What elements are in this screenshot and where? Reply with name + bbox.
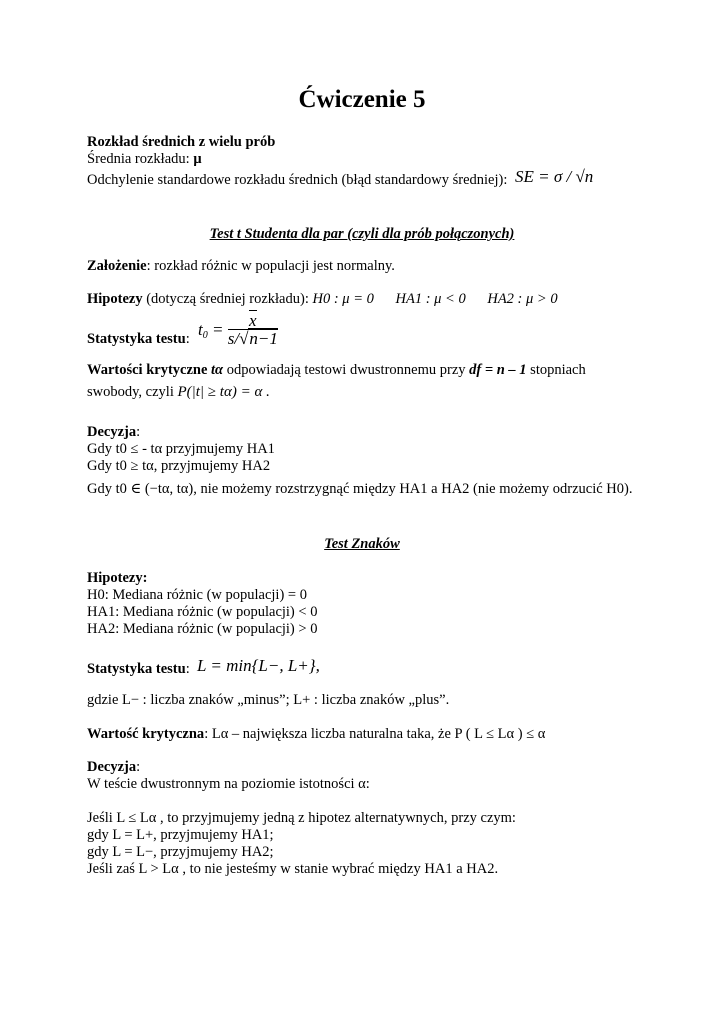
sign-decision-intro: W teście dwustronnym na poziomie istotności α: — [87, 776, 370, 792]
section2-heading: Test t Studenta dla par (czyli dla prób połączonych) — [209, 226, 515, 242]
decision-line-1: Gdy t0 ≤ - tα przyjmujemy HA1 — [87, 441, 275, 457]
critical-values-line-2: swobody, czyli P(|t| ≥ tα) = α . — [87, 384, 270, 400]
sign-ha1: HA1: Mediana różnic (w populacji) < 0 — [87, 604, 318, 620]
sign-decision-label: Decyzja: — [87, 759, 141, 775]
section3-heading: Test Znaków — [324, 536, 400, 552]
sign-hypotheses-label: Hipotezy: — [87, 570, 148, 586]
t-statistic-line: Statystyka testu: — [87, 331, 190, 347]
critical-values-line: Wartości krytyczne tα odpowiadają testowi dwustronnemu przy df = n – 1 stopniach — [87, 362, 586, 378]
sign-decision-4: Jeśli zaś L > Lα , to nie jesteśmy w stanie wybrać między HA1 a HA2. — [87, 861, 499, 877]
sign-statistic-line: Statystyka testu: — [87, 661, 190, 677]
sign-critical-line: Wartość krytyczna: Lα – największa liczba naturalna taka, że P ( L ≤ Lα ) ≤ α — [87, 726, 546, 742]
page-title: Ćwiczenie 5 — [298, 86, 426, 113]
t-statistic-formula: $t_0$ = $\frac{x}{s/√n-1}$ — [198, 311, 278, 348]
decision-line-3: Gdy t0 ∈ (−tα, tα), nie możemy rozstrzygnąć między HA1 a HA2 (nie możemy odrzucić H0). — [87, 481, 633, 497]
decision-line-2: Gdy t0 ≥ tα, przyjmujemy HA2 — [87, 458, 271, 474]
sign-ha2: HA2: Mediana różnic (w populacji) > 0 — [87, 621, 318, 637]
se-formula: SE = σ / √n — [515, 167, 594, 186]
assumption-line: Założenie: rozkład różnic w populacji jest normalny. — [87, 258, 395, 274]
hypotheses-line: Hipotezy (dotyczą średniej rozkładu): H0 : μ = 0 HA1 : μ < 0 HA2 : μ > 0 — [87, 291, 558, 307]
decision-label: Decyzja: — [87, 424, 141, 440]
sign-decision-1: Jeśli L ≤ Lα , to przyjmujemy jedną z hipotez alternatywnych, przy czym: — [87, 810, 516, 826]
sd-line: Odchylenie standardowe rozkładu średnich (błąd standardowy średniej): — [87, 172, 508, 188]
mean-line: Średnia rozkładu: μ — [87, 151, 202, 167]
sign-where-line: gdzie L− : liczba znaków „minus”; L+ : liczba znaków „plus”. — [87, 692, 450, 708]
sign-statistic-formula: L = min{L−, L+}, — [197, 656, 320, 675]
sign-decision-2: gdy L = L+, przyjmujemy HA1; — [87, 827, 274, 843]
sign-decision-3: gdy L = L−, przyjmujemy HA2; — [87, 844, 274, 860]
section1-heading: Rozkład średnich z wielu prób — [87, 134, 276, 150]
sign-h0: H0: Mediana różnic (w populacji) = 0 — [87, 587, 307, 603]
